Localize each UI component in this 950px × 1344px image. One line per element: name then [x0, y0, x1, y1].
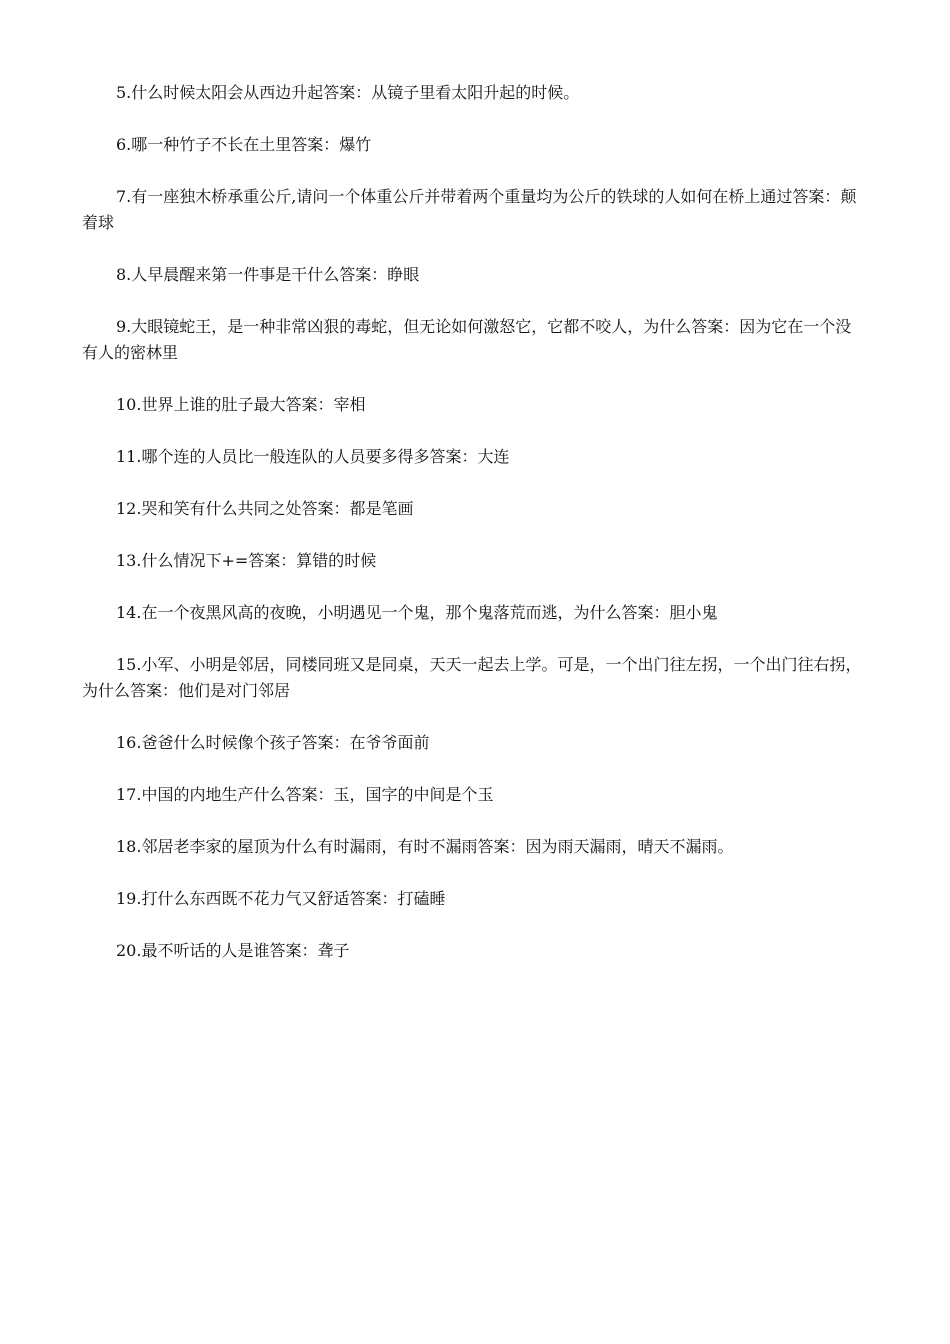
riddle-item-12: 12.哭和笑有什么共同之处答案：都是笔画 — [116, 499, 414, 518]
riddle-list — [82, 80, 864, 990]
riddle-item-5: 5.什么时候太阳会从西边升起答案：从镜子里看太阳升起的时候。 — [116, 83, 580, 102]
riddle-item-13: 13.什么情况下+=答案：算错的时候 — [116, 551, 377, 570]
riddle-item-16: 16.爸爸什么时候像个孩子答案：在爷爷面前 — [116, 733, 430, 752]
riddle-item-18: 18.邻居老李家的屋顶为什么有时漏雨，有时不漏雨答案：因为雨天漏雨，晴天不漏雨。 — [116, 837, 734, 856]
riddle-item-19: 19.打什么东西既不花力气又舒适答案：打磕睡 — [116, 889, 446, 908]
riddle-item-15: 15.小军、小明是邻居，同楼同班又是同桌，天天一起去上学。可是，一个出门往左拐，一个出门往右拐，为什么答案：他们是对门邻居 — [82, 655, 862, 700]
riddle-item-14: 14.在一个夜黑风高的夜晚，小明遇见一个鬼，那个鬼落荒而逃，为什么答案：胆小鬼 — [116, 603, 718, 622]
riddle-item-9: 9.大眼镜蛇王，是一种非常凶狠的毒蛇，但无论如何激怒它，它都不咬人，为什么答案：因为它在一个没有人的密林里 — [82, 317, 852, 362]
riddle-item-7: 7.有一座独木桥承重公斤,请问一个体重公斤并带着两个重量均为公斤的铁球的人如何在桥上通过答案：颠着球 — [82, 187, 857, 232]
riddle-item-6: 6.哪一种竹子不长在土里答案：爆竹 — [116, 135, 372, 154]
riddle-item-10: 10.世界上谁的肚子最大答案：宰相 — [116, 395, 366, 414]
riddle-item-8: 8.人早晨醒来第一件事是干什么答案：睁眼 — [116, 265, 420, 284]
riddle-item-11: 11.哪个连的人员比一般连队的人员要多得多答案：大连 — [116, 447, 510, 466]
riddle-item-20: 20.最不听话的人是谁答案：聋子 — [116, 941, 350, 960]
riddle-item-17: 17.中国的内地生产什么答案：玉，国字的中间是个玉 — [116, 785, 494, 804]
